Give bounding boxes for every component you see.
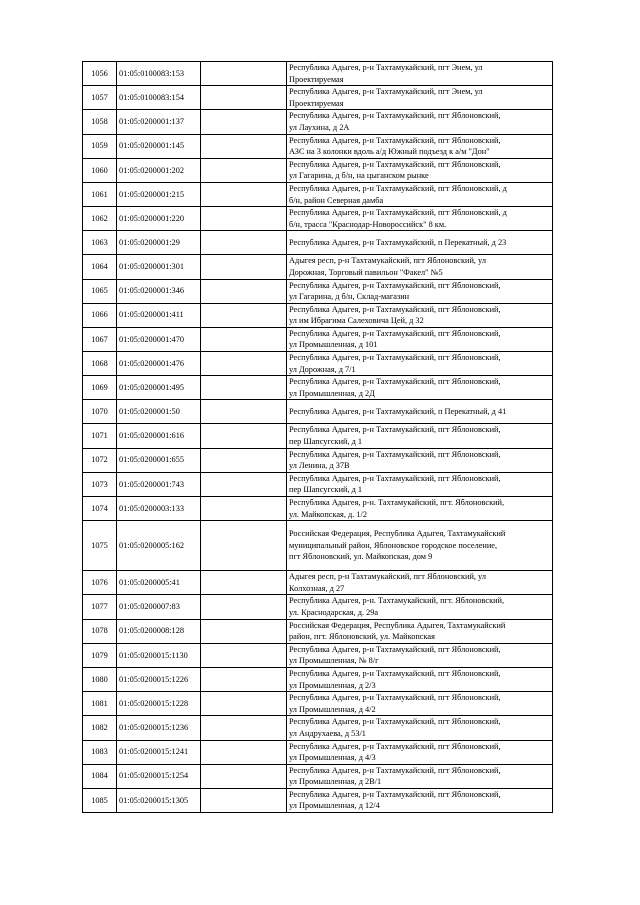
empty-cell <box>201 62 287 86</box>
cadastral-number-cell: 01:05:0200001:411 <box>117 303 201 327</box>
empty-cell <box>201 497 287 521</box>
cadastral-number-cell: 01:05:0200005:41 <box>117 571 201 595</box>
table-row <box>83 740 553 764</box>
row-number-cell: 1078 <box>83 619 117 643</box>
table-row <box>83 571 553 595</box>
address-cell <box>287 231 553 255</box>
cadastral-register-table <box>82 61 553 813</box>
table-row <box>83 521 553 571</box>
address-line: б/н, трасса "Краснодар-Новороссийск" 8 км. <box>289 219 447 229</box>
table-row <box>83 716 553 740</box>
cadastral-number-cell: 01:05:0200001:301 <box>117 255 201 279</box>
empty-cell <box>201 595 287 619</box>
address-cell <box>287 692 553 716</box>
cadastral-number-cell: 01:05:0200001:50 <box>117 400 201 424</box>
address-line: ул Промышленная, д 4/2 <box>289 704 376 714</box>
row-number-cell: 1064 <box>83 255 117 279</box>
address-line: ул им Ибрагима Салеховича Цей, д 32 <box>289 316 424 326</box>
address-line: Республика Адыгея, р-н Тахтамукайский, пгт Яблоновский, <box>289 353 501 363</box>
empty-cell <box>201 764 287 788</box>
cadastral-number-cell: 01:05:0200001:495 <box>117 376 201 400</box>
empty-cell <box>201 327 287 351</box>
address-line: муниципальный район, Яблоновское городское поселение, <box>289 540 498 550</box>
row-number-cell: 1060 <box>83 158 117 182</box>
row-number-cell: 1069 <box>83 376 117 400</box>
address-line: Республика Адыгея, р-н Тахтамукайский, пгт Яблоновский, <box>289 717 501 727</box>
row-number-cell: 1077 <box>83 595 117 619</box>
address-line: ул Промышленная, д 2/3 <box>289 680 376 690</box>
address-line: Российская Федерация, Республика Адыгея, Тахтамукайский <box>289 529 506 539</box>
address-cell <box>287 400 553 424</box>
empty-cell <box>201 207 287 231</box>
table-row <box>83 255 553 279</box>
address-line: ул Промышленная, д 4/3 <box>289 753 376 763</box>
address-line: Республика Адыгея, р-н Тахтамукайский, пгт Яблоновский, <box>289 693 501 703</box>
address-line: пер Шапсугский, д 1 <box>289 437 363 447</box>
table-row <box>83 788 553 812</box>
cadastral-number-cell: 01:05:0200015:1226 <box>117 667 201 691</box>
address-cell <box>287 158 553 182</box>
address-cell <box>287 62 553 86</box>
address-line: Республика Адыгея, р-н Тахтамукайский, пгт Яблоновский, <box>289 280 501 290</box>
address-line: Российская Федерация, Республика Адыгея, Тахтамукайский <box>289 620 506 630</box>
address-line: АЗС на 3 колонки вдоль а/д Южный подъезд к а/м "Дон" <box>289 147 490 157</box>
address-cell <box>287 182 553 206</box>
address-cell <box>287 472 553 496</box>
cadastral-number-cell: 01:05:0200001:346 <box>117 279 201 303</box>
empty-cell <box>201 255 287 279</box>
table-row <box>83 158 553 182</box>
address-cell <box>287 716 553 740</box>
address-line: Республика Адыгея, р-н Тахтамукайский, пгт Яблоновский, <box>289 328 501 338</box>
address-line: пер Шапсугский, д 1 <box>289 485 363 495</box>
row-number-cell: 1076 <box>83 571 117 595</box>
address-line: ул Промышленная, д 12/4 <box>289 801 380 811</box>
address-cell <box>287 595 553 619</box>
address-line: Адыгея респ, р-н Тахтамукайский, пгт Яблоновский, ул <box>289 572 486 582</box>
address-cell <box>287 571 553 595</box>
cadastral-number-cell: 01:05:0200005:162 <box>117 521 201 571</box>
row-number-cell: 1058 <box>83 110 117 134</box>
address-line: Республика Адыгея, р-н Тахтамукайский, пгт Яблоновский, <box>289 135 501 145</box>
table-row <box>83 86 553 110</box>
address-line: Республика Адыгея, р-н Тахтамукайский, п Перекатный, д 23 <box>289 238 507 248</box>
table-row <box>83 182 553 206</box>
cadastral-number-cell: 01:05:0200007:83 <box>117 595 201 619</box>
address-line: Колхозная, д 27 <box>289 583 345 593</box>
row-number-cell: 1081 <box>83 692 117 716</box>
row-number-cell: 1056 <box>83 62 117 86</box>
empty-cell <box>201 86 287 110</box>
table-row <box>83 231 553 255</box>
row-number-cell: 1084 <box>83 764 117 788</box>
cadastral-number-cell: 01:05:0200001:202 <box>117 158 201 182</box>
empty-cell <box>201 376 287 400</box>
row-number-cell: 1074 <box>83 497 117 521</box>
row-number-cell: 1066 <box>83 303 117 327</box>
cadastral-number-cell: 01:05:0200001:655 <box>117 448 201 472</box>
table-row <box>83 279 553 303</box>
address-cell <box>287 497 553 521</box>
cadastral-number-cell: 01:05:0200008:128 <box>117 619 201 643</box>
cadastral-number-cell: 01:05:0200001:616 <box>117 424 201 448</box>
row-number-cell: 1059 <box>83 134 117 158</box>
cadastral-number-cell: 01:05:0200015:1228 <box>117 692 201 716</box>
empty-cell <box>201 716 287 740</box>
empty-cell <box>201 400 287 424</box>
address-cell <box>287 740 553 764</box>
row-number-cell: 1082 <box>83 716 117 740</box>
address-cell <box>287 110 553 134</box>
row-number-cell: 1083 <box>83 740 117 764</box>
table-row <box>83 110 553 134</box>
address-line: ул. Майкопская, д. 1/2 <box>289 509 367 519</box>
address-line: Проектируемая <box>289 98 344 108</box>
address-line: район, пгт. Яблоновский, ул. Майкопская <box>289 632 435 642</box>
empty-cell <box>201 303 287 327</box>
row-number-cell: 1068 <box>83 352 117 376</box>
row-number-cell: 1057 <box>83 86 117 110</box>
address-cell <box>287 376 553 400</box>
address-line: Дорожная, Торговый павильон "Факел" №5 <box>289 267 443 277</box>
table-row <box>83 667 553 691</box>
table-row <box>83 497 553 521</box>
cadastral-number-cell: 01:05:0200001:215 <box>117 182 201 206</box>
table-row <box>83 595 553 619</box>
address-cell <box>287 521 553 571</box>
table-row <box>83 472 553 496</box>
row-number-cell: 1071 <box>83 424 117 448</box>
empty-cell <box>201 692 287 716</box>
address-line: пгт Яблоновский, ул. Майкопская, дом 9 <box>289 552 433 562</box>
table-row <box>83 643 553 667</box>
cadastral-number-cell: 01:05:0200015:1236 <box>117 716 201 740</box>
row-number-cell: 1072 <box>83 448 117 472</box>
cadastral-number-cell: 01:05:0200001:220 <box>117 207 201 231</box>
address-line: Республика Адыгея, р-н Тахтамукайский, пгт Яблоновский, <box>289 668 501 678</box>
cadastral-number-cell: 01:05:0200001:137 <box>117 110 201 134</box>
cadastral-number-cell: 01:05:0100083:153 <box>117 62 201 86</box>
address-line: Республика Адыгея, р-н Тахтамукайский, пгт Яблоновский, <box>289 304 501 314</box>
address-cell <box>287 424 553 448</box>
row-number-cell: 1080 <box>83 667 117 691</box>
row-number-cell: 1075 <box>83 521 117 571</box>
table-row <box>83 62 553 86</box>
row-number-cell: 1079 <box>83 643 117 667</box>
row-number-cell: 1070 <box>83 400 117 424</box>
address-line: ул Гагарина, д б/н, Склад-магазин <box>289 292 410 302</box>
address-line: Республика Адыгея, р-н. Тахтамукайский, пгт. Яблоновский, <box>289 596 505 606</box>
empty-cell <box>201 643 287 667</box>
address-line: Республика Адыгея, р-н Тахтамукайский, пгт Яблоновский, <box>289 473 501 483</box>
address-line: ул Промышленная, д 2Д <box>289 388 375 398</box>
address-cell <box>287 667 553 691</box>
address-line: ул Промышленная, д 2В/1 <box>289 777 382 787</box>
address-cell <box>287 352 553 376</box>
table-row <box>83 764 553 788</box>
address-line: ул Промышленная, д 101 <box>289 340 378 350</box>
empty-cell <box>201 667 287 691</box>
table-row <box>83 207 553 231</box>
address-cell <box>287 255 553 279</box>
address-line: Республика Адыгея, р-н Тахтамукайский, пгт Яблоновский, <box>289 741 501 751</box>
cadastral-number-cell: 01:05:0200003:133 <box>117 497 201 521</box>
empty-cell <box>201 231 287 255</box>
cadastral-number-cell: 01:05:0200015:1254 <box>117 764 201 788</box>
table-row <box>83 352 553 376</box>
address-line: Республика Адыгея, р-н Тахтамукайский, пгт Яблоновский, <box>289 644 501 654</box>
address-cell <box>287 86 553 110</box>
address-line: Республика Адыгея, р-н Тахтамукайский, пгт Яблоновский, д <box>289 208 507 218</box>
address-line: Республика Адыгея, р-н Тахтамукайский, пгт Яблоновский, д <box>289 183 507 193</box>
cadastral-number-cell: 01:05:0200015:1130 <box>117 643 201 667</box>
empty-cell <box>201 571 287 595</box>
address-line: ул Ленина, д 37В <box>289 461 350 471</box>
address-cell <box>287 303 553 327</box>
empty-cell <box>201 352 287 376</box>
empty-cell <box>201 158 287 182</box>
address-line: Республика Адыгея, р-н Тахтамукайский, пгт Яблоновский, <box>289 111 501 121</box>
address-cell <box>287 788 553 812</box>
address-cell <box>287 207 553 231</box>
row-number-cell: 1085 <box>83 788 117 812</box>
table-row <box>83 376 553 400</box>
cadastral-number-cell: 01:05:0200001:29 <box>117 231 201 255</box>
empty-cell <box>201 619 287 643</box>
address-line: ул. Краснодарская, д. 29а <box>289 607 379 617</box>
row-number-cell: 1065 <box>83 279 117 303</box>
address-line: Республика Адыгея, р-н Тахтамукайский, пгт Яблоновский, <box>289 159 501 169</box>
empty-cell <box>201 788 287 812</box>
address-line: ул Гагарина, д б/н, на цыганском рынке <box>289 171 429 181</box>
empty-cell <box>201 134 287 158</box>
address-line: Республика Адыгея, р-н Тахтамукайский, пгт Яблоновский, <box>289 377 501 387</box>
table-row <box>83 448 553 472</box>
cadastral-number-cell: 01:05:0200001:145 <box>117 134 201 158</box>
address-line: Республика Адыгея, р-н. Тахтамукайский, пгт. Яблоновский, <box>289 498 505 507</box>
empty-cell <box>201 740 287 764</box>
empty-cell <box>201 472 287 496</box>
cadastral-number-cell: 01:05:0200001:476 <box>117 352 201 376</box>
empty-cell <box>201 182 287 206</box>
address-line: ул Лаухина, д 2А <box>289 122 350 132</box>
address-cell <box>287 448 553 472</box>
address-line: б/н, район Северная дамба <box>289 195 384 205</box>
table-row <box>83 303 553 327</box>
row-number-cell: 1062 <box>83 207 117 231</box>
address-line: Республика Адыгея, р-н Тахтамукайский, пгт Яблоновский, <box>289 789 501 799</box>
address-line: Проектируемая <box>289 74 344 84</box>
table-row <box>83 327 553 351</box>
empty-cell <box>201 110 287 134</box>
table-row <box>83 619 553 643</box>
row-number-cell: 1061 <box>83 182 117 206</box>
cadastral-number-cell: 01:05:0200015:1305 <box>117 788 201 812</box>
empty-cell <box>201 448 287 472</box>
empty-cell <box>201 424 287 448</box>
cadastral-number-cell: 01:05:0200015:1241 <box>117 740 201 764</box>
address-line: Адыгея респ, р-н Тахтамукайский, пгт Яблоновский, ул <box>289 256 486 266</box>
address-cell <box>287 279 553 303</box>
address-line: Республика Адыгея, р-н Тахтамукайский, пгт Яблоновский, <box>289 765 501 775</box>
empty-cell <box>201 279 287 303</box>
address-cell <box>287 134 553 158</box>
address-line: Республика Адыгея, р-н Тахтамукайский, пгт Яблоновский, <box>289 449 501 459</box>
row-number-cell: 1073 <box>83 472 117 496</box>
address-line: ул Дорожная, д 7/1 <box>289 364 356 374</box>
address-cell <box>287 327 553 351</box>
register-table-body <box>83 62 553 813</box>
address-line: Республика Адыгея, р-н Тахтамукайский, пгт Энем, ул <box>289 87 483 97</box>
address-line: Республика Адыгея, р-н Тахтамукайский, пгт Энем, ул <box>289 63 483 72</box>
address-line: ул Промышленная, № 8/г <box>289 656 379 666</box>
row-number-cell: 1063 <box>83 231 117 255</box>
address-cell <box>287 764 553 788</box>
address-cell <box>287 643 553 667</box>
table-row <box>83 424 553 448</box>
cadastral-number-cell: 01:05:0200001:470 <box>117 327 201 351</box>
address-line: Республика Адыгея, р-н Тахтамукайский, пгт Яблоновский, <box>289 425 501 435</box>
row-number-cell: 1067 <box>83 327 117 351</box>
address-cell <box>287 619 553 643</box>
empty-cell <box>201 521 287 571</box>
table-row <box>83 134 553 158</box>
cadastral-number-cell: 01:05:0200001:743 <box>117 472 201 496</box>
cadastral-number-cell: 01:05:0100083:154 <box>117 86 201 110</box>
table-row <box>83 400 553 424</box>
address-line: ул Андрухаева, д 53/1 <box>289 728 366 738</box>
address-line: Республика Адыгея, р-н Тахтамукайский, п Перекатный, д 41 <box>289 407 507 417</box>
table-row <box>83 692 553 716</box>
